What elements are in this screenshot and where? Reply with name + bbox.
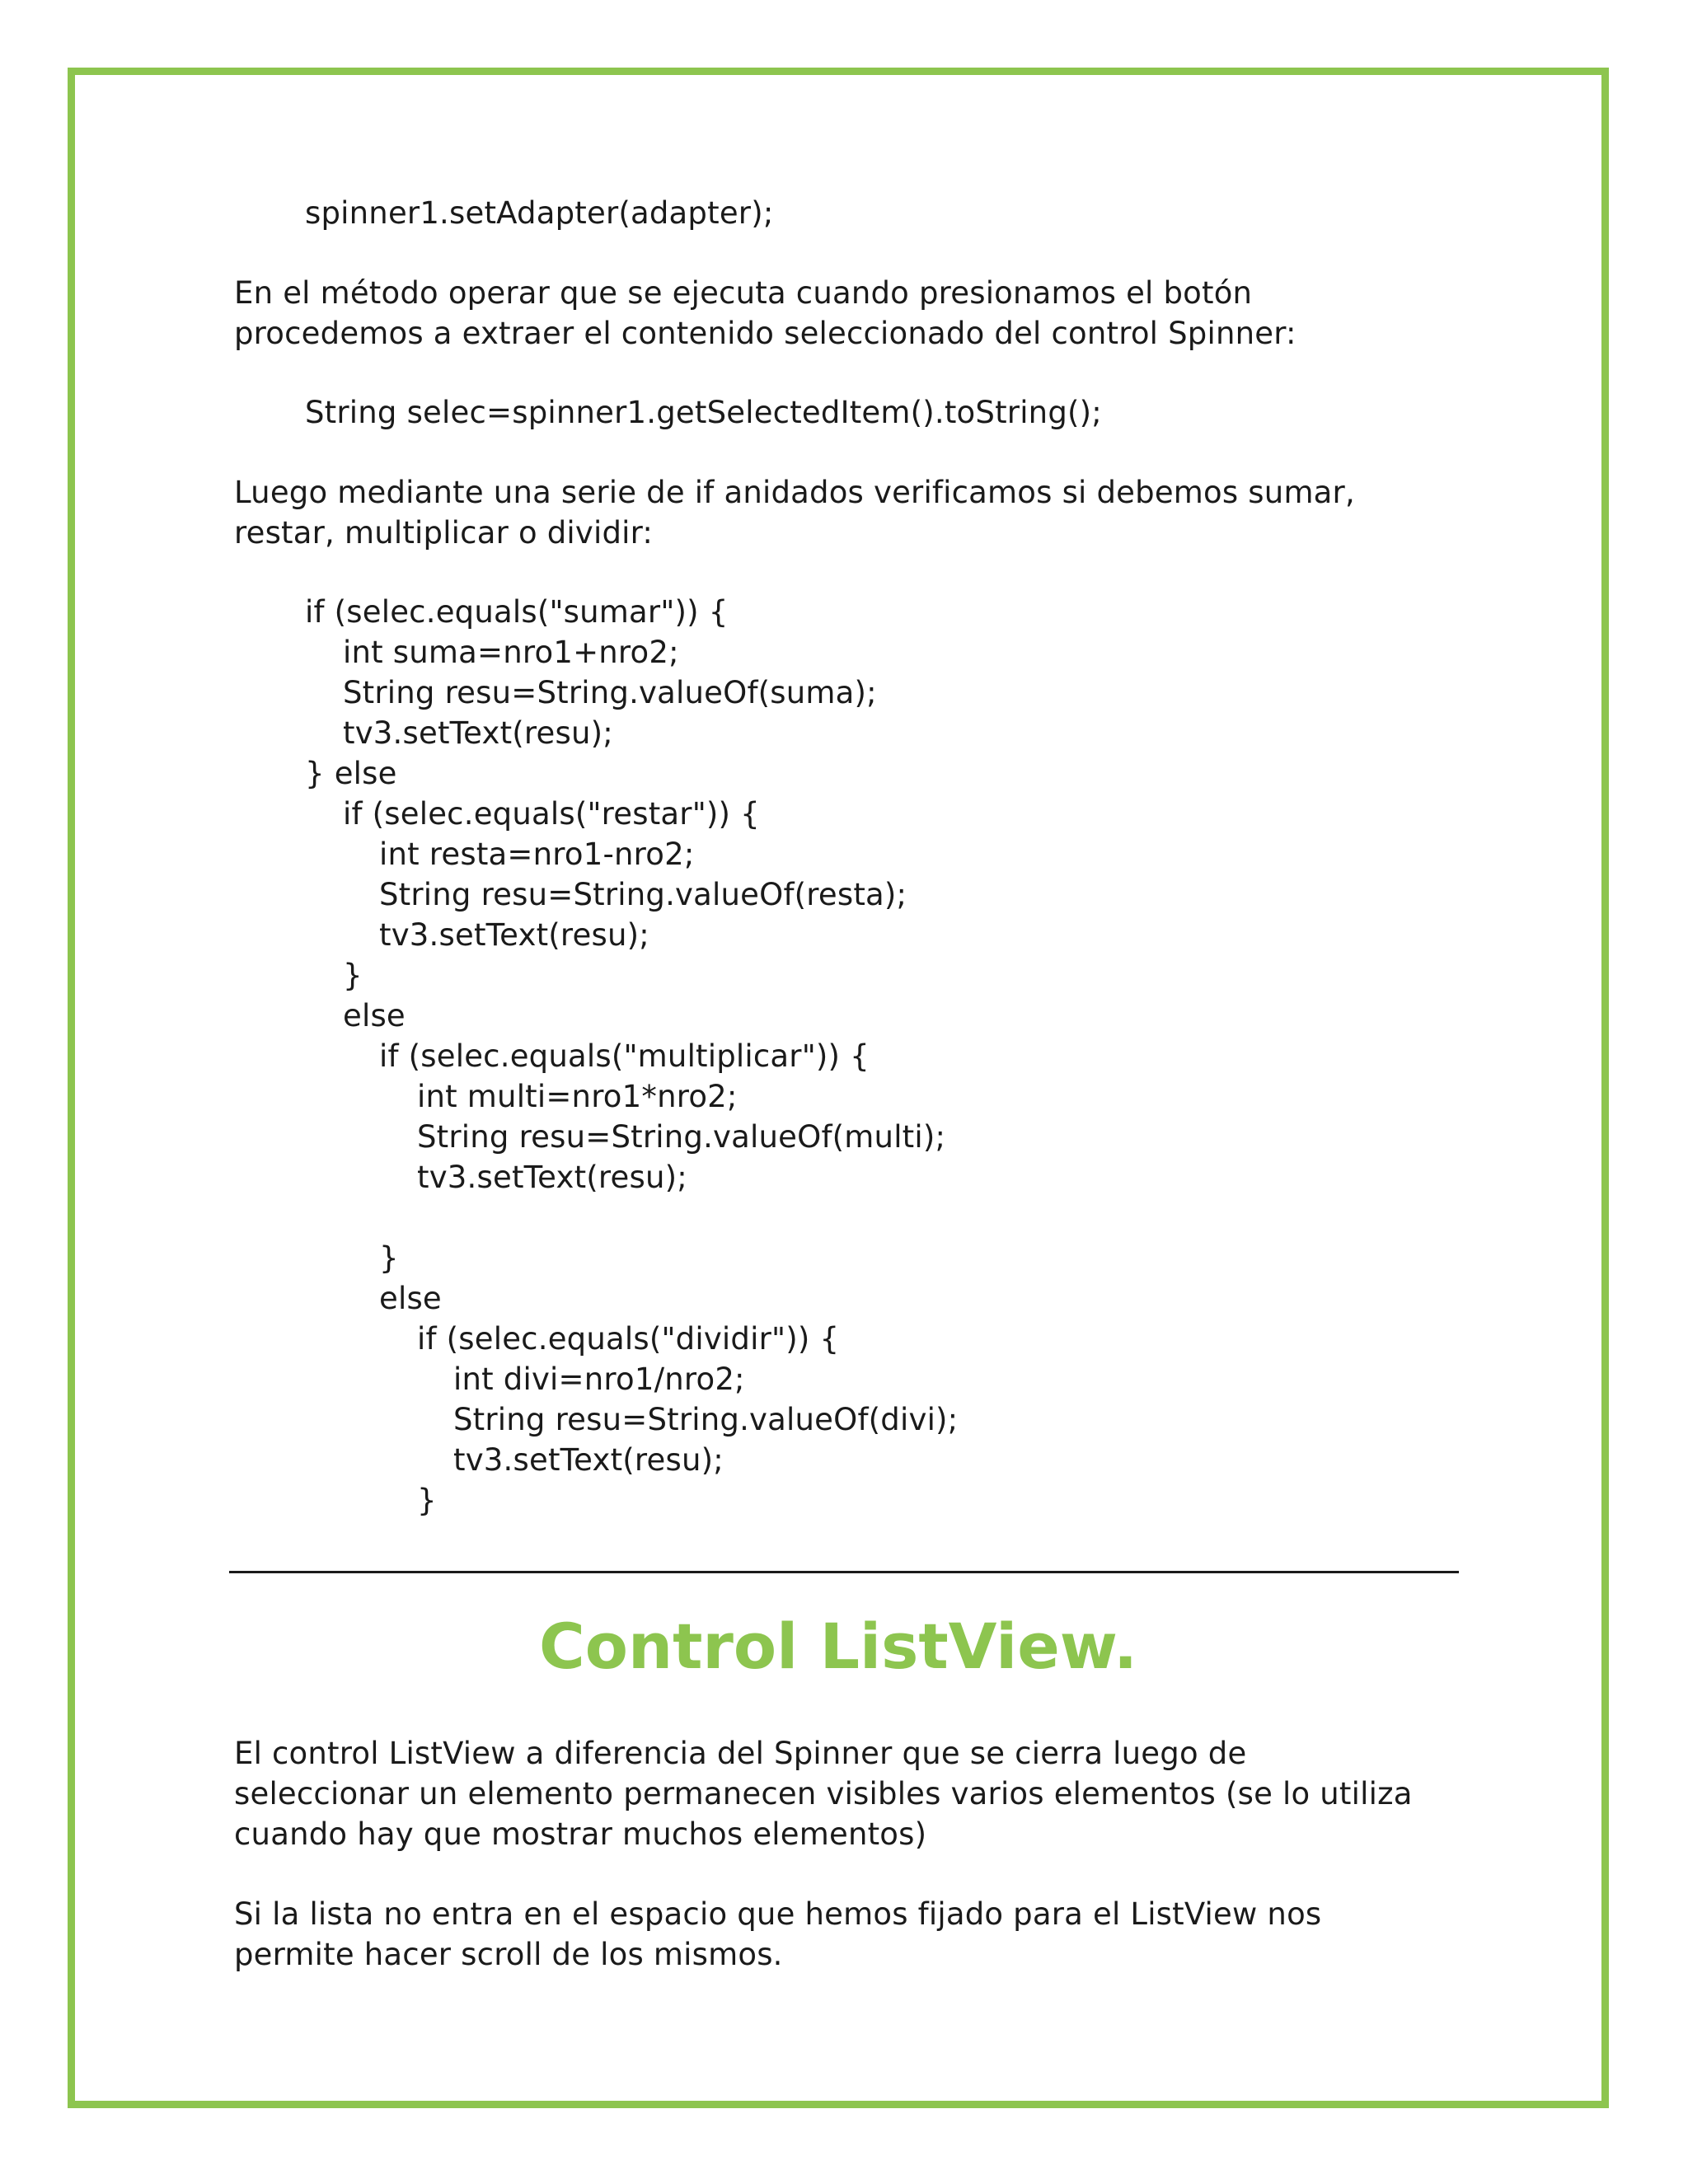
code-line: if (selec.equals("restar")) { [343, 796, 760, 832]
code-line: String selec=spinner1.getSelectedItem().toString(); [305, 395, 1102, 430]
code-line: } [379, 1240, 399, 1276]
paragraph-line: Si la lista no entra en el espacio que hemos fijado para el ListView nos [234, 1896, 1322, 1932]
paragraph-line: Luego mediante una serie de if anidados verificamos si debemos sumar, [234, 475, 1355, 510]
section-heading: Control ListView. [539, 1610, 1137, 1683]
code-line: int suma=nro1+nro2; [343, 635, 679, 670]
code-line: int multi=nro1*nro2; [417, 1079, 738, 1114]
code-line: if (selec.equals("dividir")) { [417, 1321, 840, 1357]
paragraph-line: procedemos a extraer el contenido seleccionado del control Spinner: [234, 316, 1296, 351]
code-line: else [379, 1281, 442, 1316]
code-line: } else [305, 756, 397, 791]
code-line: int resta=nro1-nro2; [379, 837, 695, 872]
code-line: int divi=nro1/nro2; [453, 1361, 745, 1397]
code-line: tv3.setText(resu); [417, 1160, 687, 1195]
code-line: String resu=String.valueOf(divi); [453, 1402, 959, 1437]
code-line: if (selec.equals("multiplicar")) { [379, 1038, 870, 1074]
paragraph-line: cuando hay que mostrar muchos elementos) [234, 1816, 927, 1852]
code-line: tv3.setText(resu); [379, 917, 649, 953]
code-line: spinner1.setAdapter(adapter); [305, 195, 774, 231]
code-line: tv3.setText(resu); [343, 715, 613, 751]
section-divider [229, 1571, 1459, 1573]
paragraph-line: seleccionar un elemento permanecen visibles varios elementos (se lo utiliza [234, 1776, 1413, 1811]
code-line: String resu=String.valueOf(multi); [417, 1119, 946, 1155]
paragraph-line: El control ListView a diferencia del Spinner que se cierra luego de [234, 1736, 1247, 1771]
code-line: } [343, 958, 363, 993]
code-line: if (selec.equals("sumar")) { [305, 594, 729, 630]
paragraph-line: restar, multiplicar o dividir: [234, 515, 654, 551]
paragraph-line: En el método operar que se ejecuta cuando presionamos el botón [234, 275, 1253, 311]
code-line: else [343, 998, 406, 1033]
code-line: tv3.setText(resu); [453, 1442, 724, 1478]
code-line: } [417, 1483, 437, 1518]
code-line: String resu=String.valueOf(resta); [379, 877, 907, 912]
code-line: String resu=String.valueOf(suma); [343, 675, 877, 710]
paragraph-line: permite hacer scroll de los mismos. [234, 1937, 783, 1972]
